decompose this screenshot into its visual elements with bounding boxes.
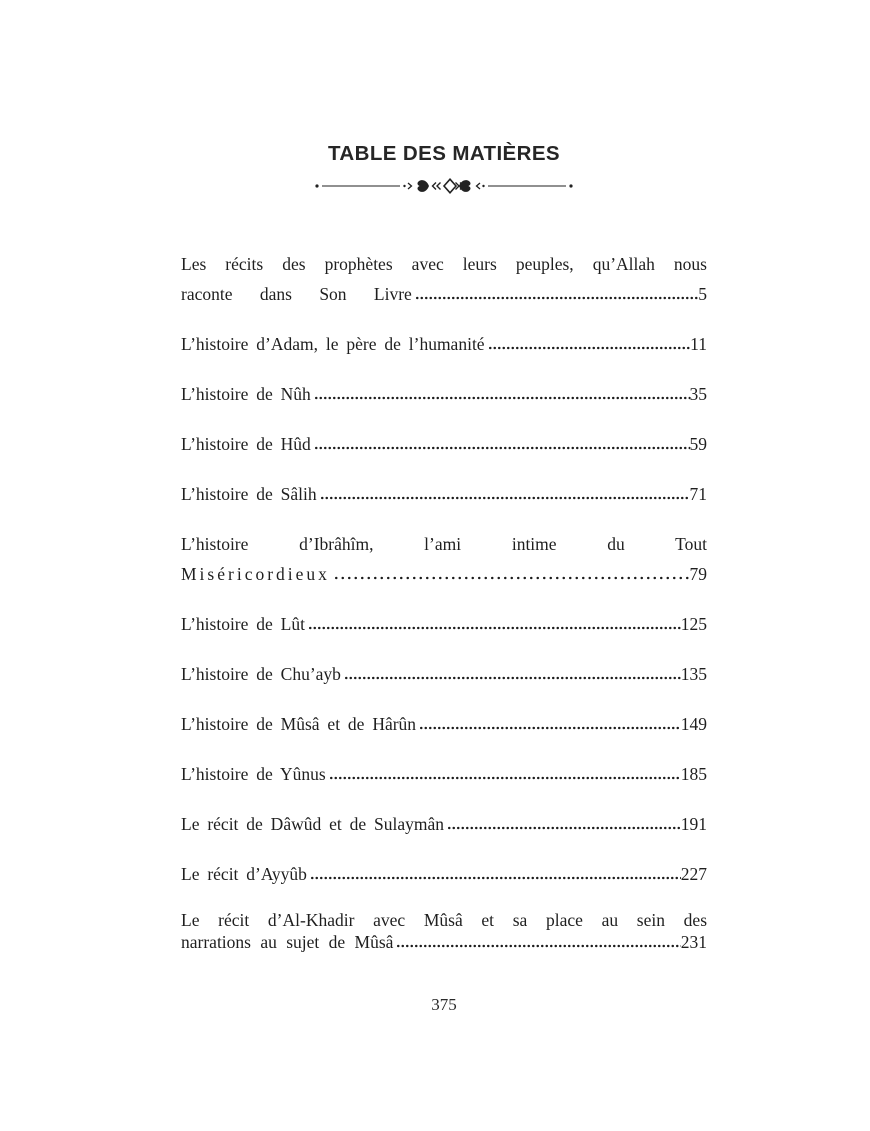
toc-entry-text: L’histoire de Lût xyxy=(181,614,305,634)
dot-leader xyxy=(344,676,681,680)
toc-entry-last-line xyxy=(181,759,707,789)
dot-leader xyxy=(329,776,681,780)
toc-entry xyxy=(181,809,707,839)
toc-entry-last-line xyxy=(181,479,707,509)
toc-entry-page: 191 xyxy=(680,814,707,834)
toc-entry-last-line xyxy=(181,559,707,589)
toc-entry xyxy=(181,329,707,359)
toc-entry-last-line xyxy=(181,379,707,409)
toc-entry xyxy=(181,429,707,459)
page-number: 375 xyxy=(431,995,457,1014)
toc-entry-text: L’histoire de Yûnus xyxy=(181,764,326,784)
dot-leader xyxy=(488,346,691,350)
toc-entry xyxy=(181,249,707,309)
page-title: TABLE DES MATIÈRES xyxy=(328,142,560,165)
ornament-divider xyxy=(181,176,707,196)
toc-entry-last-line xyxy=(181,609,707,639)
toc-entry-page: 79 xyxy=(689,564,707,584)
toc-entry xyxy=(181,859,707,889)
toc-entry-text: L’histoire d’Adam, le père de l’humanité xyxy=(181,334,485,354)
toc-entry-last-line xyxy=(181,279,707,309)
toc-entry-text: Miséricordieux xyxy=(181,564,330,584)
toc-entry-page: 11 xyxy=(690,334,707,354)
dot-leader xyxy=(314,446,690,450)
toc-entry-last-line xyxy=(181,859,707,889)
toc-entry-page: 135 xyxy=(680,664,707,684)
toc-entry-page: 185 xyxy=(680,764,707,784)
ornament-icon xyxy=(314,176,574,196)
dot-leader xyxy=(396,944,680,948)
toc-entry-text-line: L’histoire d’Ibrâhîm, l’ami intime du Tout xyxy=(181,534,707,554)
dot-leader xyxy=(310,876,681,880)
toc-entry xyxy=(181,659,707,689)
page-content xyxy=(181,0,707,1015)
toc-entry xyxy=(181,909,707,953)
dot-leader xyxy=(419,726,681,730)
toc-entry-last-line xyxy=(181,329,707,359)
toc-entry-page: 5 xyxy=(698,284,707,304)
toc-entry xyxy=(181,479,707,509)
toc-entry-page: 125 xyxy=(680,614,707,634)
toc-entry-page: 71 xyxy=(689,484,707,504)
toc-entry-text-line: Le récit d’Al-Khadir avec Mûsâ et sa place au sein des xyxy=(181,910,707,930)
toc-entry-text: raconte dans Son Livre xyxy=(181,284,412,304)
toc-entry-last-line xyxy=(181,659,707,689)
toc-entry-text: L’histoire de Mûsâ et de Hârûn xyxy=(181,714,417,734)
dot-leader xyxy=(415,296,698,300)
dot-leader xyxy=(308,626,681,630)
toc-entry-page: 35 xyxy=(689,384,707,404)
toc-entry-page: 59 xyxy=(689,434,707,454)
toc-entry-last-line xyxy=(181,809,707,839)
toc-entry-text: Le récit de Dâwûd et de Sulaymân xyxy=(181,814,444,834)
toc-entry-last-line xyxy=(181,709,707,739)
toc-entry xyxy=(181,529,707,589)
toc-entry-text: L’histoire de Nûh xyxy=(181,384,311,404)
toc-entry-last-line xyxy=(181,931,707,953)
toc-entry-page: 231 xyxy=(680,932,707,952)
toc-entry-text: narrations au sujet de Mûsâ xyxy=(181,932,394,952)
toc-entry-text: L’histoire de Chu’ayb xyxy=(181,664,341,684)
toc-entry-text: Le récit d’Ayyûb xyxy=(181,864,307,884)
dot-leader xyxy=(314,396,690,400)
toc-entry-page: 227 xyxy=(680,864,707,884)
dot-leader xyxy=(333,576,690,580)
toc-list xyxy=(181,249,707,953)
toc-entry xyxy=(181,609,707,639)
toc-entry-last-line xyxy=(181,429,707,459)
toc-entry-text: L’histoire de Hûd xyxy=(181,434,311,454)
toc-entry xyxy=(181,709,707,739)
toc-entry-text-line: Les récits des prophètes avec leurs peuples, qu’Allah nous xyxy=(181,254,707,274)
dot-leader xyxy=(320,496,690,500)
dot-leader xyxy=(447,826,681,830)
toc-entry xyxy=(181,379,707,409)
toc-entry xyxy=(181,759,707,789)
toc-entry-text: L’histoire de Sâlih xyxy=(181,484,317,504)
toc-entry-page: 149 xyxy=(680,714,707,734)
